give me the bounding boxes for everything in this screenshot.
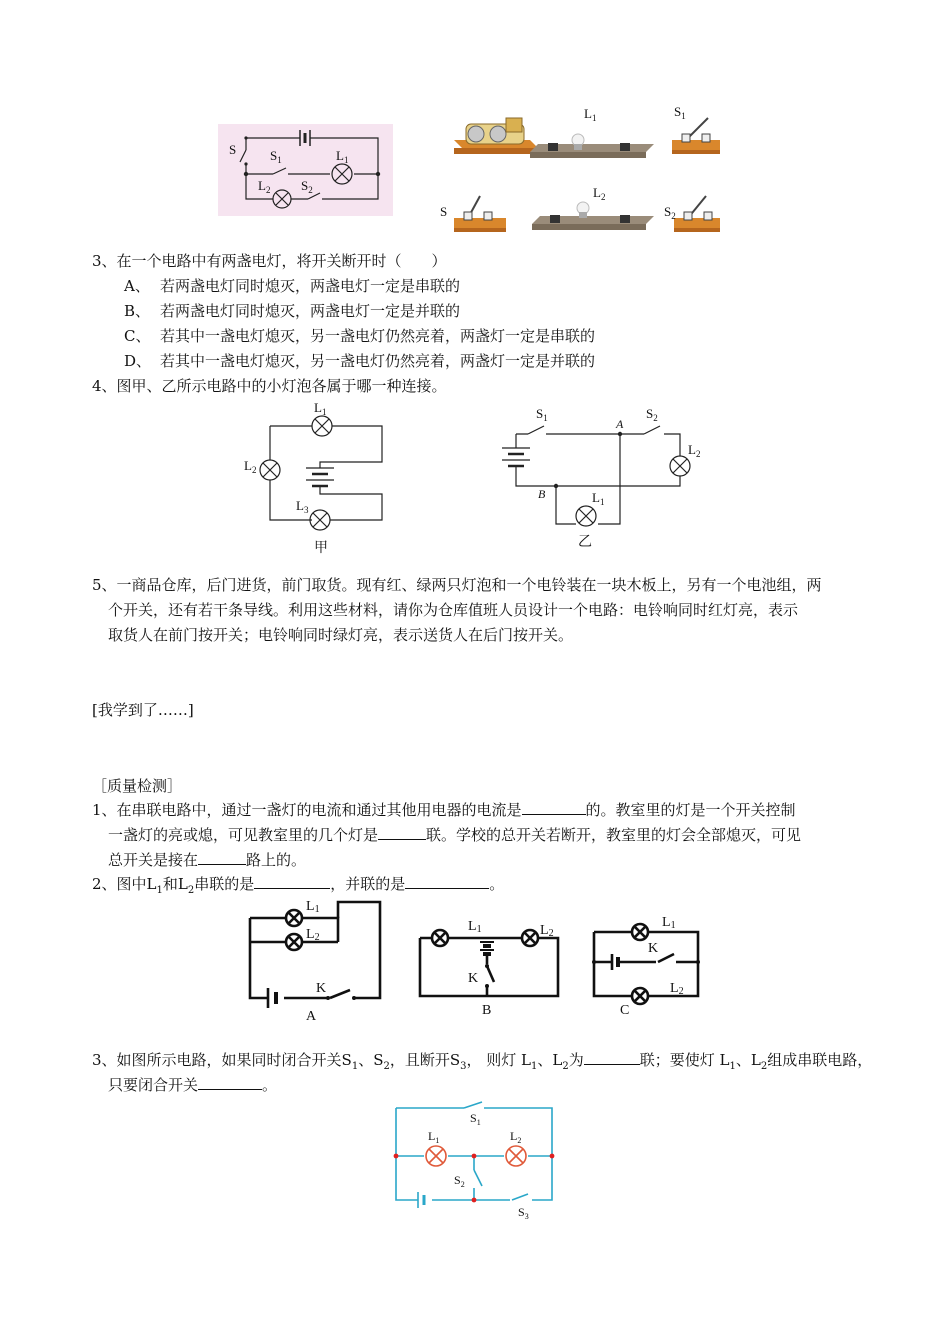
- label-board-s2: $S_2$: [664, 204, 676, 221]
- quality-q1-line3: 总开关是接在 路上的。: [108, 851, 307, 869]
- q3-option-a: A、 若两盏电灯同时熄灭，两盏电灯一定是串联的: [124, 277, 461, 295]
- blue-label-s2: $S_2$: [454, 1173, 465, 1189]
- battery-holder: [454, 118, 538, 154]
- q1-blank-1[interactable]: [522, 800, 586, 815]
- b-label-k: K: [468, 971, 479, 986]
- learned-heading: [我学到了……]: [92, 701, 194, 719]
- label-board-l2: $L_2$: [593, 185, 606, 202]
- b-caption: B: [482, 1003, 492, 1018]
- blue-label-l2: $L_2$: [510, 1129, 522, 1145]
- circuit-jia: [240, 400, 400, 560]
- jia-label-l2: $L_2$: [244, 458, 257, 475]
- label-s2: $S_2$: [301, 178, 313, 195]
- b-label-l1: L1: [468, 919, 482, 935]
- c-label-l1: L1: [662, 915, 676, 931]
- yi-label-b: B: [538, 487, 546, 501]
- quality-heading: ［质量检测］: [92, 777, 183, 795]
- circuit-b: [418, 910, 562, 1018]
- physical-components: [440, 100, 730, 240]
- q2-blank-parallel[interactable]: [405, 874, 489, 889]
- switch-board-s1: [672, 118, 720, 154]
- yi-label-s1: $S_1$: [536, 406, 548, 423]
- label-s1: $S_1$: [270, 148, 282, 165]
- switch-board-s2: [674, 196, 720, 232]
- q5-line2: 个开关，还有若干条导线。利用这些材料，请你为仓库值班人员设计一个电路：电铃响同时红灯亮，表示: [108, 601, 799, 619]
- q3-stem: 3、在一个电路中有两盏电灯，将开关断开时（ ）: [92, 252, 447, 270]
- label-l2: $L_2$: [258, 178, 271, 195]
- q4-stem: 4、图甲、乙所示电路中的小灯泡各属于哪一种连接。: [92, 377, 447, 395]
- blue-label-l1: $L_1$: [428, 1129, 440, 1145]
- quality-q2: 2、图中$L_1$和$L_2$串联的是 ，并联的是 。: [92, 875, 505, 896]
- quality-q3-line1: 3、如图所示电路，如果同时闭合开关$S_1$、$S_2$，且断开$S_3$， 则灯 $L_1$、$L_2$为 联；要使灯 $L_1$、$L_2$组成串联电路，: [92, 1051, 873, 1072]
- circuit-yi: [496, 404, 716, 554]
- top-circuit-diagram: [218, 124, 393, 216]
- jia-label-l3: $L_3$: [296, 498, 309, 515]
- q5-line3: 取货人在前门按开关；电铃响同时绿灯亮，表示送货人在后门按开关。: [108, 626, 574, 644]
- a-caption: A: [306, 1009, 317, 1024]
- q1-blank-3[interactable]: [198, 850, 246, 865]
- a-label-l2: L2: [306, 927, 320, 943]
- switch-board-s: [454, 196, 506, 232]
- label-s: S: [229, 142, 237, 157]
- q2-blank-series[interactable]: [254, 874, 330, 889]
- yi-caption: 乙: [578, 535, 592, 550]
- yi-label-l1: $L_1$: [592, 490, 605, 507]
- jia-label-l1: $L_1$: [314, 400, 327, 417]
- c-label-k: K: [648, 941, 659, 956]
- q1-blank-2[interactable]: [378, 825, 426, 840]
- q3-option-b: B、 若两盏电灯同时熄灭，两盏电灯一定是并联的: [124, 302, 461, 320]
- q5-line1: 5、一商品仓库，后门进货，前门取货。现有红、绿两只灯泡和一个电铃装在一块木板上，另有一个电池组，两: [92, 576, 822, 594]
- c-label-l2: L2: [670, 981, 684, 997]
- blue-label-s3: $S_3$: [518, 1205, 529, 1221]
- q3-option-d: D、 若其中一盏电灯熄灭，另一盏电灯仍然亮着，两盏灯一定是并联的: [124, 352, 596, 370]
- circuit-q3-blue: [392, 1100, 562, 1220]
- circuit-c: [590, 910, 710, 1018]
- label-board-l1: $L_1$: [584, 106, 597, 123]
- label-board-s1: $S_1$: [674, 104, 686, 121]
- a-label-k: K: [316, 981, 327, 996]
- lamp-board-l1: [530, 134, 654, 158]
- q3-blank-connection[interactable]: [584, 1050, 640, 1065]
- circuit-a: [246, 898, 386, 1024]
- quality-q1-line1: 1、在串联电路中，通过一盏灯的电流和通过其他用电器的电流是 的。教室里的灯是一个开关控制: [92, 801, 796, 819]
- jia-caption: 甲: [314, 541, 328, 556]
- c-caption: C: [620, 1003, 630, 1018]
- a-label-l1: L1: [306, 899, 320, 915]
- q3-blank-switch[interactable]: [198, 1075, 262, 1090]
- quality-q3-line2: 只要闭合开关 。: [108, 1076, 278, 1094]
- blue-label-s1: $S_1$: [470, 1111, 481, 1127]
- q3-option-c: C、 若其中一盏电灯熄灭，另一盏电灯仍然亮着，两盏灯一定是串联的: [124, 327, 596, 345]
- yi-label-a: A: [616, 417, 624, 431]
- label-l1: $L_1$: [336, 148, 349, 165]
- yi-label-s2: $S_2$: [646, 406, 658, 423]
- b-label-l2: L2: [540, 923, 554, 939]
- quality-q1-line2: 一盏灯的亮或熄，可见教室里的几个灯是 联。学校的总开关若断开，教室里的灯会全部熄灭，可见: [108, 826, 802, 844]
- label-board-s: S: [440, 204, 448, 219]
- lamp-board-l2: [532, 202, 654, 230]
- yi-label-l2: $L_2$: [688, 442, 701, 459]
